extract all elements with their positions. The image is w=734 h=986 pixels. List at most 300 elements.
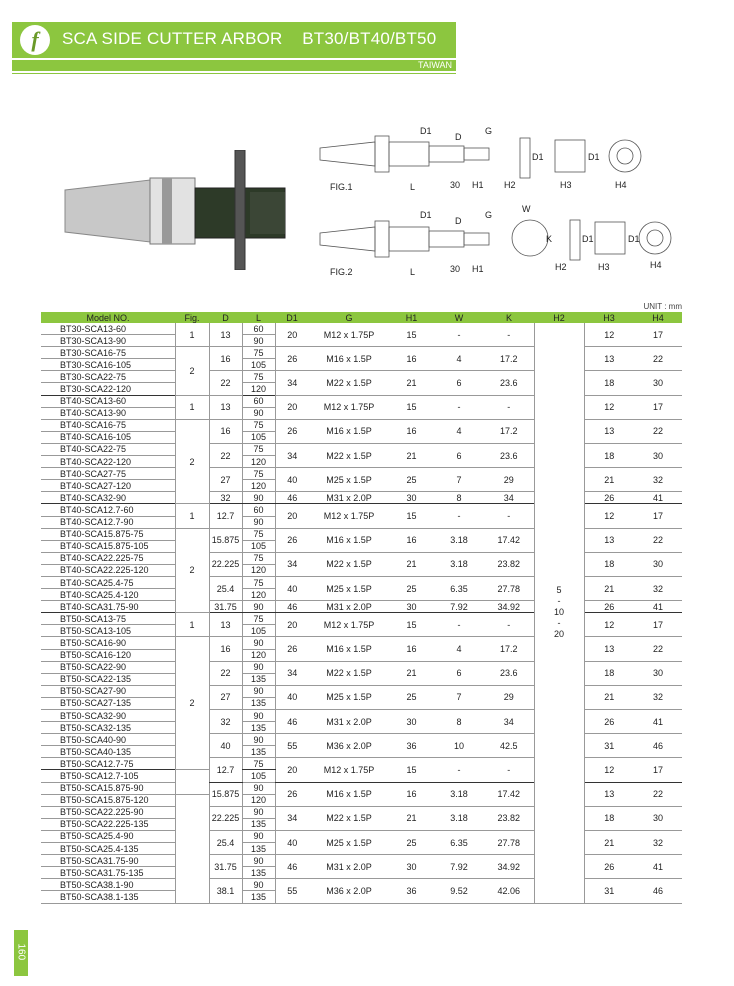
cell-f: 1 [175,504,209,528]
cell-h3: 31 [584,879,634,903]
column-header: H3 [584,312,634,323]
cell-h3: 12 [584,323,634,347]
cell-h3: 21 [584,685,634,709]
cell-h4: 22 [634,782,682,806]
cell-k: 23.6 [484,443,534,467]
table-row [41,879,682,891]
cell-h4: 32 [634,685,682,709]
cell-d: 16 [209,419,242,443]
cell-h1: 21 [389,806,434,830]
cell-l: 90 [242,516,275,528]
cell-h3: 26 [584,601,634,613]
cell-m: BT30-SCA13-60 [41,323,175,335]
cell-f: 2 [175,419,209,504]
cell-h3: 13 [584,528,634,552]
cell-h3: 26 [584,710,634,734]
cell-k: 34.92 [484,601,534,613]
cell-l: 90 [242,855,275,867]
cell-m: BT40-SCA25.4-75 [41,576,175,588]
fig2-d1-side: D1 [582,234,594,244]
cell-l: 120 [242,480,275,492]
cell-k: 23.6 [484,371,534,395]
table-row [41,371,682,383]
cell-d: 22 [209,443,242,467]
cell-l: 90 [242,335,275,347]
cell-d: 25.4 [209,576,242,600]
cell-l: 105 [242,625,275,637]
fig1-30: 30 [450,180,461,190]
cell-d1: 34 [275,552,309,576]
cell-w: 10 [434,734,484,758]
cell-g: M31 x 2.0P [309,855,389,879]
cell-d1: 46 [275,601,309,613]
cell-h3: 21 [584,576,634,600]
cell-l: 120 [242,383,275,395]
cell-d: 40 [209,734,242,758]
cell-m: BT40-SCA16-75 [41,419,175,431]
fig2-d: D [455,216,462,226]
cell-l: 75 [242,419,275,431]
cell-h1: 21 [389,661,434,685]
cell-d: 27 [209,685,242,709]
cell-d: 12.7 [209,504,242,528]
column-header: H2 [534,312,584,323]
fig1-d1-side: D1 [532,152,544,162]
cell-m: BT40-SCA27-120 [41,480,175,492]
cell-w: - [434,323,484,347]
cell-g: M36 x 2.0P [309,734,389,758]
table-row [41,782,682,794]
cell-m: BT40-SCA25.4-120 [41,589,175,601]
region-label: TAIWAN [418,60,452,70]
cell-w: 6 [434,371,484,395]
cell-g: M12 x 1.75P [309,613,389,637]
cell-k: - [484,504,534,528]
cell-d: 16 [209,637,242,661]
cell-h1: 21 [389,443,434,467]
column-header: W [434,312,484,323]
cell-k: 17.42 [484,528,534,552]
cell-d: 32 [209,710,242,734]
cell-h4: 41 [634,710,682,734]
column-header: H1 [389,312,434,323]
cell-m: BT50-SCA22-135 [41,673,175,685]
cell-m: BT40-SCA31.75-90 [41,601,175,613]
cell-d1: 20 [275,758,309,782]
cell-m: BT50-SCA16-90 [41,637,175,649]
cell-d: 25.4 [209,830,242,854]
cell-m: BT30-SCA13-90 [41,335,175,347]
cell-k: 27.78 [484,830,534,854]
cell-d: 22.225 [209,552,242,576]
cell-l: 135 [242,722,275,734]
cell-w: 9.52 [434,879,484,903]
cell-h3: 21 [584,830,634,854]
cell-m: BT40-SCA15.875-75 [41,528,175,540]
cell-f: 2 [175,347,209,395]
cell-m: BT50-SCA25.4-135 [41,843,175,855]
cell-h3: 12 [584,504,634,528]
page-title: SCA SIDE CUTTER ARBOR BT30/BT40/BT50 [62,29,437,48]
cell-l: 120 [242,589,275,601]
cell-k: 34.92 [484,855,534,879]
cell-l: 75 [242,552,275,564]
cell-m: BT40-SCA22-120 [41,456,175,468]
cell-w: - [434,395,484,419]
cell-h3: 12 [584,613,634,637]
cell-w: 6.35 [434,830,484,854]
technical-drawings [310,120,690,290]
cell-l: 60 [242,504,275,516]
cell-w: 3.18 [434,528,484,552]
cell-d: 22.225 [209,806,242,830]
fig1-h3: H3 [560,180,572,190]
cell-w: - [434,758,484,782]
cell-h1: 16 [389,419,434,443]
cell-h4: 22 [634,637,682,661]
fig2-h4: H4 [650,260,662,270]
cell-w: 4 [434,347,484,371]
cell-h3: 13 [584,419,634,443]
table-row [41,710,682,722]
cell-h3: 12 [584,395,634,419]
cell-k: - [484,323,534,347]
cell-d1: 55 [275,734,309,758]
cell-h1: 25 [389,685,434,709]
table-row [41,685,682,697]
cell-g: M12 x 1.75P [309,395,389,419]
table-row [41,576,682,588]
cell-l: 75 [242,758,275,770]
cell-l: 120 [242,794,275,806]
fig2-d1: D1 [420,210,432,220]
cell-m: BT50-SCA27-135 [41,697,175,709]
cell-l: 120 [242,649,275,661]
cell-m: BT50-SCA15.875-90 [41,782,175,794]
cell-l: 60 [242,395,275,407]
cell-k: - [484,613,534,637]
table-row [41,613,682,625]
fig1-l: L [410,182,416,192]
cell-m: BT30-SCA22-75 [41,371,175,383]
cell-l: 60 [242,323,275,335]
cell-w: 3.18 [434,552,484,576]
cell-d: 12.7 [209,758,242,782]
cell-m: BT40-SCA22-75 [41,443,175,455]
cell-h1: 15 [389,613,434,637]
cell-l: 90 [242,661,275,673]
cell-f: 1 [175,323,209,347]
cell-w: 6 [434,443,484,467]
cell-f: 1 [175,613,209,637]
cell-l: 90 [242,685,275,697]
table-row [41,637,682,649]
cell-g: M16 x 1.5P [309,347,389,371]
table-body [41,323,682,903]
fig2-k: K [546,234,553,244]
cell-h3: 26 [584,492,634,504]
cell-h4: 17 [634,323,682,347]
cell-m: BT50-SCA22.225-135 [41,818,175,830]
divider [12,73,456,74]
fig1-d1-box: D1 [588,152,600,162]
cell-d1: 26 [275,419,309,443]
cell-k: 34 [484,492,534,504]
cell-d: 22 [209,371,242,395]
column-header: H4 [634,312,682,323]
cell-l: 90 [242,710,275,722]
cell-d1: 40 [275,685,309,709]
table-row [41,419,682,431]
table-row [41,395,682,407]
cell-d1: 46 [275,710,309,734]
cell-d1: 34 [275,661,309,685]
cell-h1: 30 [389,601,434,613]
cell-h4: 17 [634,758,682,782]
cell-d: 15.875 [209,528,242,552]
cell-m: BT30-SCA22-120 [41,383,175,395]
cell-g: M16 x 1.5P [309,782,389,806]
cell-h1: 30 [389,710,434,734]
cell-h4: 41 [634,601,682,613]
cell-g: M31 x 2.0P [309,492,389,504]
cell-k: 34 [484,710,534,734]
cell-h1: 25 [389,830,434,854]
fig2-g: G [485,210,493,220]
table-row [41,443,682,455]
cell-g: M22 x 1.5P [309,806,389,830]
cell-g: M12 x 1.75P [309,758,389,782]
cell-l: 75 [242,347,275,359]
cell-m: BT50-SCA13-75 [41,613,175,625]
cell-h3: 18 [584,552,634,576]
table-row [41,734,682,746]
cell-d: 15.875 [209,782,242,806]
cell-w: 8 [434,710,484,734]
cell-m: BT40-SCA32-90 [41,492,175,504]
cell-g: M12 x 1.75P [309,504,389,528]
cell-g: M36 x 2.0P [309,879,389,903]
cell-k: 29 [484,685,534,709]
cell-k: 29 [484,468,534,492]
table-row [41,855,682,867]
table-row [41,492,682,504]
table-row [41,806,682,818]
cell-w: 7 [434,468,484,492]
cell-d1: 26 [275,347,309,371]
table-row [41,468,682,480]
cell-m: BT50-SCA16-120 [41,649,175,661]
cell-k: 23.6 [484,661,534,685]
cell-l: 90 [242,637,275,649]
cell-h1: 21 [389,371,434,395]
cell-g: M16 x 1.5P [309,419,389,443]
cell-m: BT50-SCA40-135 [41,746,175,758]
cell-m: BT40-SCA12.7-90 [41,516,175,528]
cell-h3: 13 [584,637,634,661]
cell-d1: 20 [275,613,309,637]
fig1-label: FIG.1 [330,182,353,192]
cell-m: BT50-SCA38.1-90 [41,879,175,891]
cell-h1: 30 [389,855,434,879]
logo-letter: f [31,27,39,52]
cell-h1: 16 [389,347,434,371]
cell-l: 90 [242,734,275,746]
cell-m: BT40-SCA22.225-75 [41,552,175,564]
cell-h1: 16 [389,782,434,806]
cell-m: BT50-SCA27-90 [41,685,175,697]
cell-k: 17.2 [484,637,534,661]
cell-h4: 22 [634,419,682,443]
cell-l: 75 [242,371,275,383]
cell-l: 90 [242,830,275,842]
cell-f [175,770,209,794]
table-row [41,601,682,613]
column-header: Model NO. [41,312,175,323]
cell-h4: 17 [634,395,682,419]
cell-h1: 15 [389,758,434,782]
column-header: L [242,312,275,323]
cell-f [175,794,209,903]
cell-l: 90 [242,806,275,818]
cell-g: M31 x 2.0P [309,601,389,613]
fig2-d1-box: D1 [628,234,640,244]
cell-k: 42.5 [484,734,534,758]
cell-h1: 21 [389,552,434,576]
cell-m: BT50-SCA32-135 [41,722,175,734]
cell-d: 13 [209,613,242,637]
cell-d1: 20 [275,323,309,347]
cell-d1: 46 [275,492,309,504]
cell-k: 17.42 [484,782,534,806]
cell-w: 4 [434,419,484,443]
cell-m: BT40-SCA27-75 [41,468,175,480]
cell-h1: 15 [389,395,434,419]
cell-m: BT50-SCA13-105 [41,625,175,637]
cell-d1: 26 [275,637,309,661]
cell-h1: 25 [389,468,434,492]
cell-d: 16 [209,347,242,371]
table-row [41,830,682,842]
cell-m: BT50-SCA31.75-90 [41,855,175,867]
cell-g: M25 x 1.5P [309,468,389,492]
cell-k: 17.2 [484,347,534,371]
cell-k: 17.2 [484,419,534,443]
cell-h3: 18 [584,806,634,830]
cell-g: M25 x 1.5P [309,576,389,600]
table-row [41,528,682,540]
cell-l: 135 [242,746,275,758]
table-row [41,661,682,673]
cell-d: 31.75 [209,855,242,879]
cell-l: 75 [242,443,275,455]
cell-m: BT50-SCA15.875-120 [41,794,175,806]
column-header: G [309,312,389,323]
cell-h4: 46 [634,879,682,903]
fig2-30: 30 [450,264,461,274]
cell-w: - [434,504,484,528]
table-row [41,347,682,359]
cell-w: 6 [434,661,484,685]
cell-d: 32 [209,492,242,504]
cell-l: 90 [242,879,275,891]
cell-d1: 26 [275,528,309,552]
cell-g: M22 x 1.5P [309,443,389,467]
fig2-w: W [522,204,531,214]
cell-g: M12 x 1.75P [309,323,389,347]
cell-d1: 20 [275,504,309,528]
cell-h4: 32 [634,468,682,492]
cell-m: BT50-SCA22-90 [41,661,175,673]
cell-w: 4 [434,637,484,661]
cell-h3: 21 [584,468,634,492]
fig1-h1: H1 [472,180,484,190]
fig2-l: L [410,267,416,277]
cell-m: BT30-SCA16-75 [41,347,175,359]
cell-m: BT50-SCA38.1-135 [41,891,175,903]
cell-d1: 46 [275,855,309,879]
cell-l: 105 [242,359,275,371]
fig2-label: FIG.2 [330,267,353,277]
fig2-h3: H3 [598,262,610,272]
cell-w: 7 [434,685,484,709]
fig1-h2: H2 [504,180,516,190]
cell-d1: 55 [275,879,309,903]
cell-g: M16 x 1.5P [309,528,389,552]
cell-g: M16 x 1.5P [309,637,389,661]
cell-f: 2 [175,637,209,770]
cell-l: 120 [242,456,275,468]
cell-l: 75 [242,468,275,480]
cell-h3: 18 [584,661,634,685]
cell-m: BT50-SCA22.225-90 [41,806,175,818]
cell-h3: 13 [584,782,634,806]
cell-h4: 41 [634,855,682,879]
cell-m: BT40-SCA13-90 [41,407,175,419]
brand-logo [20,25,50,55]
cell-l: 120 [242,564,275,576]
cell-l: 90 [242,782,275,794]
cell-w: 6.35 [434,576,484,600]
cell-h4: 30 [634,443,682,467]
cell-h4: 17 [634,613,682,637]
cell-m: BT50-SCA12.7-75 [41,758,175,770]
cell-h1: 15 [389,504,434,528]
cell-h4: 30 [634,552,682,576]
fig1-d1: D1 [420,126,432,136]
column-header: K [484,312,534,323]
cell-l: 135 [242,891,275,903]
cell-f: 2 [175,528,209,613]
cell-m: BT40-SCA15.875-105 [41,540,175,552]
cell-h1: 16 [389,528,434,552]
fig1-d: D [455,132,462,142]
cell-h3: 12 [584,758,634,782]
cell-d: 38.1 [209,879,242,903]
cell-g: M22 x 1.5P [309,661,389,685]
spec-table [41,312,682,904]
cell-m: BT50-SCA32-90 [41,710,175,722]
sub-bar [12,60,456,71]
cell-g: M31 x 2.0P [309,710,389,734]
cell-k: - [484,395,534,419]
cell-h1: 25 [389,576,434,600]
cell-l: 90 [242,601,275,613]
product-photo [50,150,295,270]
cell-m: BT40-SCA16-105 [41,431,175,443]
cell-g: M25 x 1.5P [309,830,389,854]
cell-l: 135 [242,867,275,879]
